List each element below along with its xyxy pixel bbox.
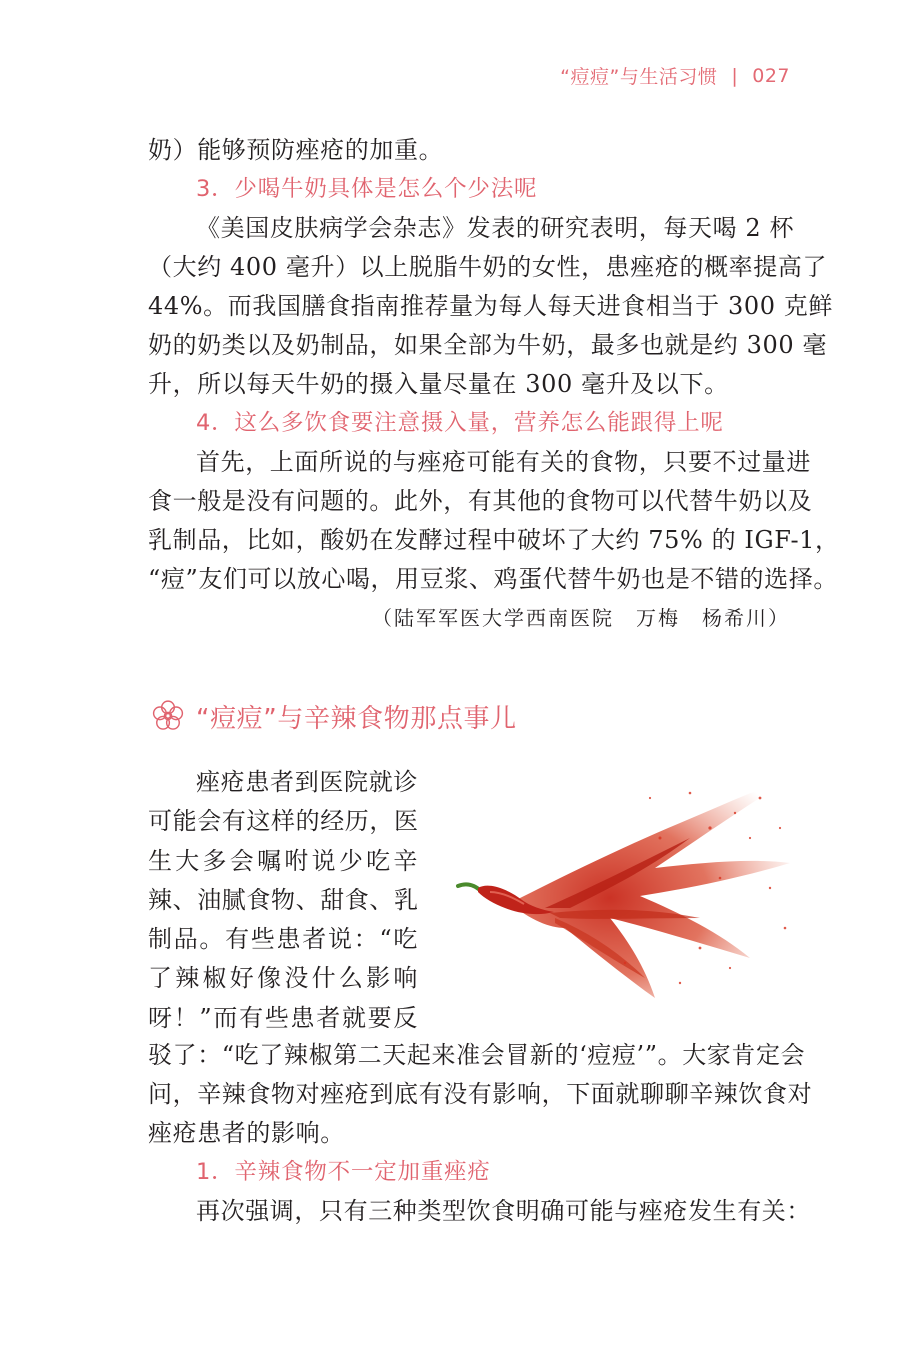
paragraph-line: 了辣椒好像没什么影响 <box>148 964 418 993</box>
page-number: 027 <box>752 64 790 87</box>
paragraph-line: 《美国皮肤病学会杂志》发表的研究表明，每天喝 2 杯 <box>196 214 795 242</box>
subheading-4: 4．这么多饮食要注意摄入量，营养怎么能跟得上呢 <box>196 410 724 436</box>
subheading-3: 3．少喝牛奶具体是怎么个少法呢 <box>196 176 538 202</box>
running-header <box>560 62 790 89</box>
paragraph-line: 痤疮患者到医院就诊 <box>196 768 418 796</box>
paragraph-line: 呀！”而有些患者就要反 <box>148 1003 418 1032</box>
paragraph-line: 升，所以每天牛奶的摄入量尽量在 300 毫升及以下。 <box>148 370 729 398</box>
wrapped-paragraph <box>148 763 418 1038</box>
paragraph-line: 食一般是没有问题的。此外，有其他的食物可以代替牛奶以及 <box>148 487 813 515</box>
paragraph-line: 44%。而我国膳食指南推荐量为每人每天进食相当于 300 克鲜 <box>148 292 834 320</box>
paragraph-line: 奶）能够预防痤疮的加重。 <box>148 136 444 164</box>
paragraph-line: 问，辛辣食物对痤疮到底有没有影响，下面就聊聊辛辣饮食对 <box>148 1080 813 1108</box>
subheading-1: 1．辛辣食物不一定加重痤疮 <box>196 1159 491 1185</box>
paragraph-line: 痤疮患者的影响。 <box>148 1119 345 1147</box>
paragraph-line: 首先，上面所说的与痤疮可能有关的食物，只要不过量进 <box>196 448 811 476</box>
paragraph-line: 奶的奶类以及奶制品，如果全部为牛奶，最多也就是约 300 毫 <box>148 331 828 359</box>
section-title: “痘痘”与辛辣食物那点事儿 <box>196 703 517 734</box>
paragraph-line: 制品。有些患者说：“吃 <box>148 925 418 954</box>
header-separator: | <box>731 64 739 87</box>
paragraph-line: 再次强调，只有三种类型饮食明确可能与痤疮发生有关： <box>196 1197 811 1225</box>
paragraph-line: 辣、油腻食物、甜食、乳 <box>148 885 419 914</box>
paragraph-line: “痘”友们可以放心喝，用豆浆、鸡蛋代替牛奶也是不错的选择。 <box>148 565 838 593</box>
paragraph-line: 乳制品，比如，酸奶在发酵过程中破坏了大约 75% 的 IGF-1， <box>148 526 840 554</box>
chapter-title: “痘痘”与生活习惯 <box>560 66 718 88</box>
bottom-text-block <box>148 1036 813 1231</box>
section-heading <box>150 694 517 738</box>
paragraph-line: 可能会有这样的经历，医 <box>148 807 419 836</box>
top-text-block <box>148 131 840 638</box>
flower-icon <box>150 698 186 734</box>
paragraph-line: 驳了：“吃了辣椒第二天起来准会冒新的‘痘痘’”。大家肯定会 <box>148 1041 806 1069</box>
chili-powder-image <box>450 768 800 1013</box>
paragraph-line: 生大多会嘱咐说少吃辛 <box>148 846 418 875</box>
author-signature: （陆军军医大学西南医院 万梅 杨希川） <box>372 606 790 630</box>
paragraph-line: （大约 400 毫升）以上脱脂牛奶的女性，患痤疮的概率提高了 <box>148 253 828 281</box>
